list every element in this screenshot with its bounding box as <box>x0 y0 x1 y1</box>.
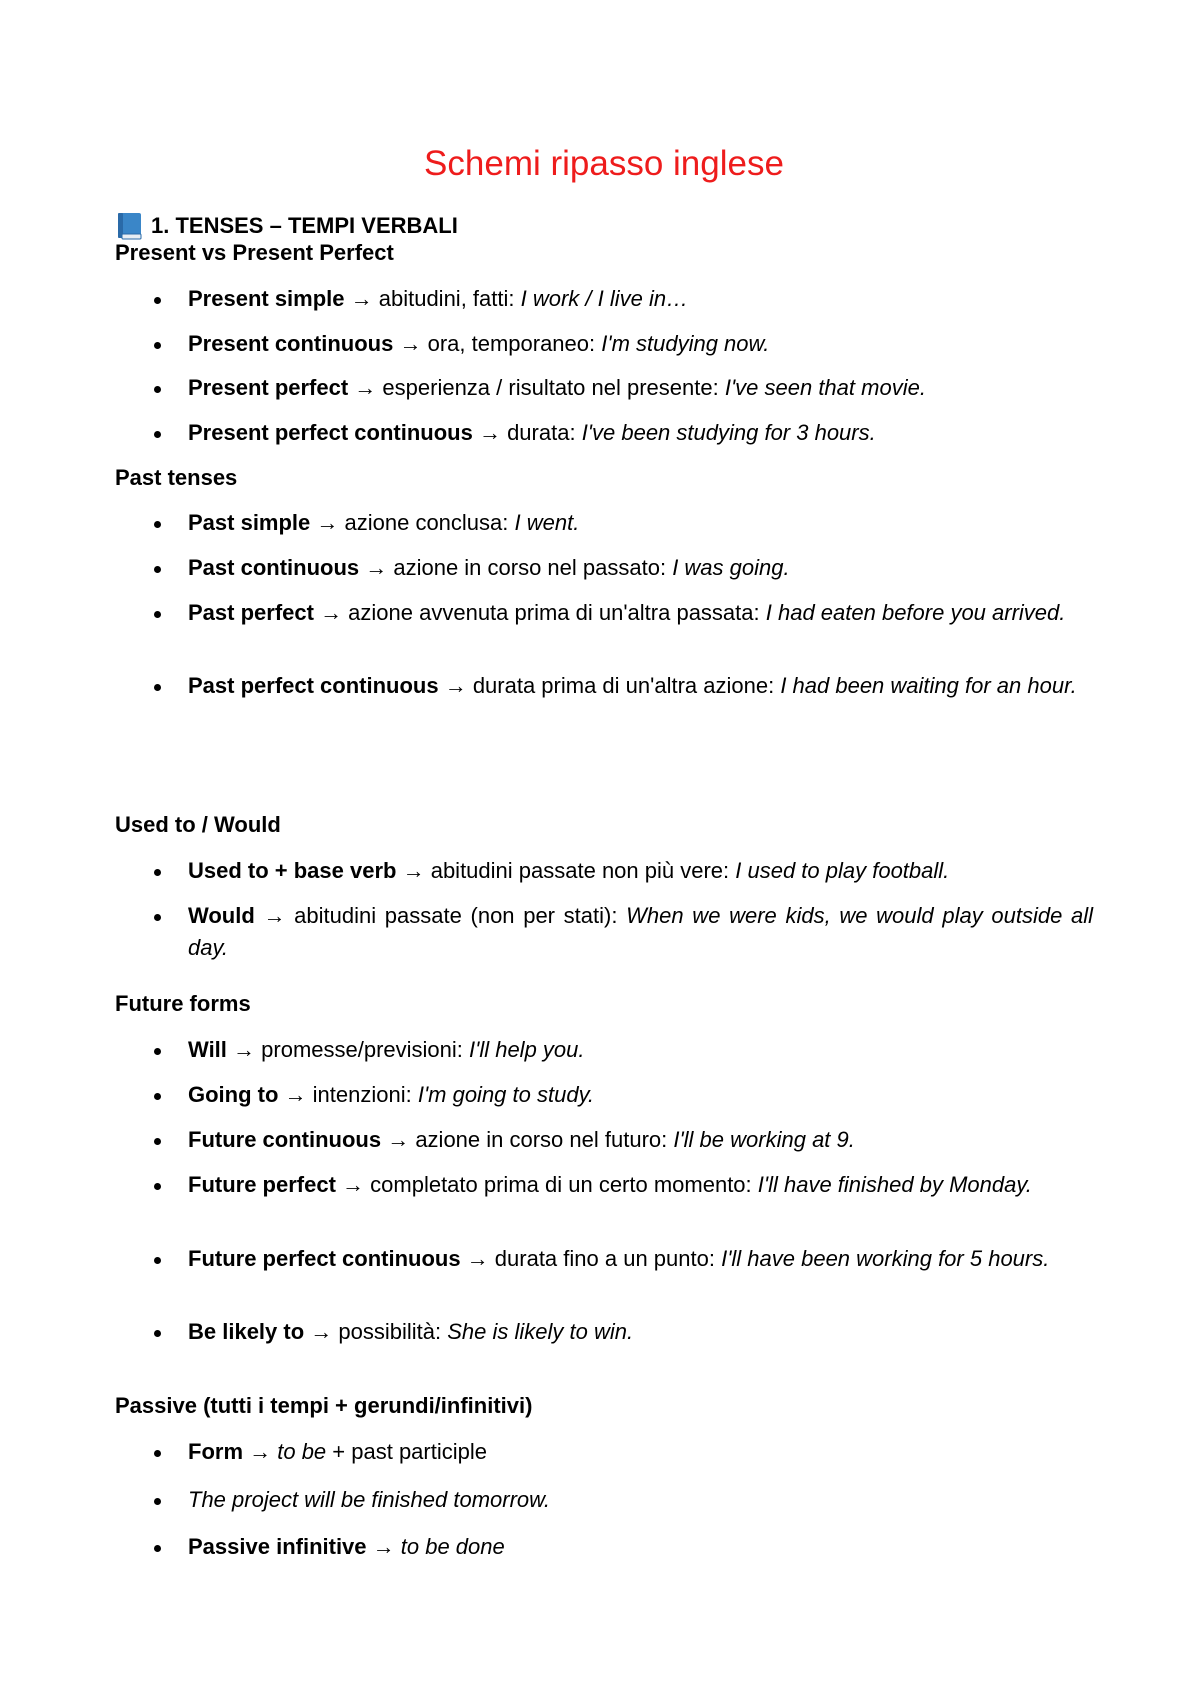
item-example: I'll be working at 9. <box>673 1127 855 1152</box>
bullet-dot <box>154 1183 161 1190</box>
bullet-dot <box>154 1545 161 1552</box>
bullet-dot <box>154 1450 161 1457</box>
item-desc: → abitudini passate (non per stati): <box>254 903 627 928</box>
item-desc: → durata fino a un punto: <box>460 1246 722 1271</box>
item-desc: → ora, temporaneo: <box>393 331 602 356</box>
item-desc: → durata: <box>472 420 582 445</box>
item-term: Would <box>188 903 255 928</box>
bullet-dot <box>154 684 161 691</box>
item-example: I went. <box>514 510 580 535</box>
item-example: I'll help you. <box>469 1037 585 1062</box>
item-example: When we were kids, we would play outside all day. <box>188 903 1093 960</box>
bullet-dot <box>154 297 161 304</box>
item-term: Future perfect continuous <box>188 1246 461 1271</box>
item-desc: → azione in corso nel futuro: <box>381 1127 674 1152</box>
item-example: I'll have been working for 5 hours. <box>721 1246 1050 1271</box>
item-desc: → azione conclusa: <box>310 510 515 535</box>
item-term: Past perfect continuous <box>188 673 439 698</box>
item-desc: → promesse/previsioni: <box>226 1037 470 1062</box>
item-term: Present simple <box>188 286 345 311</box>
item-example: I'll have finished by Monday. <box>757 1172 1032 1197</box>
bullet-dot <box>154 1257 161 1264</box>
item-term: Past continuous <box>188 555 360 580</box>
bullet-dot <box>154 1138 161 1145</box>
item-term: Form <box>188 1439 243 1464</box>
bullet-dot <box>154 521 161 528</box>
item-example: I've seen that movie. <box>724 375 926 400</box>
item-example: The project will be finished tomorrow. <box>188 1487 550 1512</box>
item-term: Present perfect continuous <box>188 420 473 445</box>
item-example: I'm going to study. <box>417 1082 595 1107</box>
item-desc: → <box>243 1439 278 1464</box>
item-desc: → abitudini passate non più vere: <box>396 858 736 883</box>
item-term: Used to + base verb <box>188 858 397 883</box>
bullet-dot <box>154 431 161 438</box>
item-term: Future continuous <box>188 1127 382 1152</box>
item-example: She is likely to win. <box>447 1319 634 1344</box>
bullet-dot <box>154 342 161 349</box>
item-example: I've been studying for 3 hours. <box>581 420 876 445</box>
item-desc: → esperienza / risultato nel presente: <box>348 375 725 400</box>
item-tail: + past participle <box>326 1439 487 1464</box>
page-title: Schemi ripasso inglese <box>424 144 784 183</box>
item-term: Present continuous <box>188 331 394 356</box>
item-desc: → azione avvenuta prima di un'altra passata: <box>313 600 766 625</box>
bullet-dot <box>154 869 161 876</box>
bullet-dot <box>154 1093 161 1100</box>
item-desc: → abitudini, fatti: <box>344 286 521 311</box>
group-heading: Passive (tutti i tempi + gerundi/infinitivi) <box>115 1393 533 1418</box>
item-example: I'm studying now. <box>601 331 770 356</box>
item-desc: → intenzioni: <box>278 1082 418 1107</box>
bullet-dot <box>154 1330 161 1337</box>
item-desc: → completato prima di un certo momento: <box>335 1172 758 1197</box>
item-term: Present perfect <box>188 375 349 400</box>
section-heading <box>115 211 458 241</box>
item-example: I had eaten before you arrived. <box>765 600 1066 625</box>
item-term: Future perfect <box>188 1172 336 1197</box>
bullet-dot <box>154 914 161 921</box>
bullet-dot <box>154 611 161 618</box>
item-example: to be <box>277 1439 327 1464</box>
group-heading: Used to / Would <box>115 812 281 837</box>
item-desc: → durata prima di un'altra azione: <box>438 673 781 698</box>
group-heading: Future forms <box>115 991 251 1016</box>
item-example: I had been waiting for an hour. <box>780 673 1077 698</box>
item-term: Past perfect <box>188 600 314 625</box>
item-desc: → possibilità: <box>304 1319 448 1344</box>
item-term: Will <box>188 1037 227 1062</box>
item-desc: → <box>366 1534 401 1559</box>
bullet-dot <box>154 566 161 573</box>
item-example: I work / I live in… <box>520 286 689 311</box>
group-heading: Past tenses <box>115 465 238 490</box>
group-heading: Present vs Present Perfect <box>115 240 394 265</box>
item-term: Be likely to <box>188 1319 305 1344</box>
item-example: to be done <box>400 1534 505 1559</box>
bullet-dot <box>154 386 161 393</box>
item-example: I used to play football. <box>735 858 950 883</box>
item-term: Passive infinitive <box>188 1534 367 1559</box>
bullet-dot <box>154 1048 161 1055</box>
bullet-dot <box>154 1498 161 1505</box>
item-term: Going to <box>188 1082 279 1107</box>
item-desc: → azione in corso nel passato: <box>359 555 673 580</box>
blue-book-icon <box>115 211 145 241</box>
item-term: Past simple <box>188 510 311 535</box>
item-example: I was going. <box>672 555 790 580</box>
section-heading-text: 1. TENSES – TEMPI VERBALI <box>151 213 458 238</box>
